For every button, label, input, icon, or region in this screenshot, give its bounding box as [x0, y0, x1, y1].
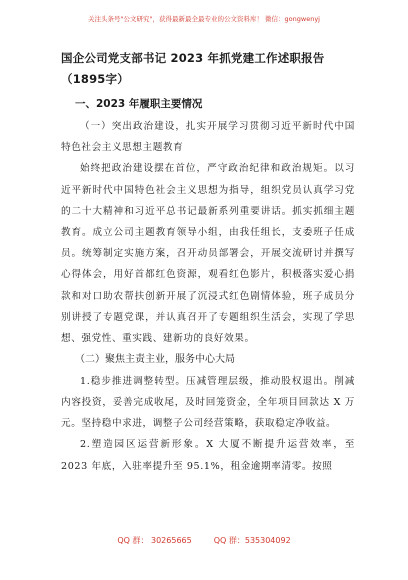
subsection-heading: （二）聚焦主责主业，服务中心大局 [75, 354, 235, 366]
body-paragraph: 始终把政治建设摆在首位，严守政治纪律和政治规矩。以习近平新时代中国特色社会主义思想为指导，组织党员认真学习党的二十大精神和习近平总书记最新系列重要讲话。抓实抓细主题教育。成立公司主题教育领导小组，由我任组长，支委班子任成员。统筹制定实施方案，召开动员部署会，开展交流研讨并撰写心得体会，用好首都红色资源，观看红色影片，积极落实爱心捐款和对口助农帮扶创新开展了沉浸式红色剧情体验，班子成员分别讲授了专题党课，并认真召开了专题组织生活会，实现了学思想、强党性、重实践、建新功的良好效果。 [61, 163, 355, 345]
section-heading: 一、2023 年履职主要情况 [75, 98, 203, 110]
subsection-heading: （一）突出政治建设，扎实开展学习贯彻习近平新时代中国特色社会主义思想主题教育 [61, 121, 355, 154]
document-title: 国企公司党支部书记 2023 年抓党建工作述职报告（1895字） [61, 51, 325, 86]
promo-banner: 关注头条号"公文研究"，获得最新最全最专业的公文资料库！ 微信：gongwenyj [88, 15, 320, 23]
qq-group-2: QQ 群：535304092 [213, 536, 291, 545]
body-paragraph: 1.稳步推进调整转型。压减管理层级，推动股权退出。削减内容投资，妥善完成收尾，及时回笼资金，全年项目回款达 X 万元。坚持稳中求进，调整子公司经营策略，获取稳定净收益。 [61, 375, 355, 430]
qq-group-1: QQ 群： 30265665 [117, 536, 192, 545]
qq-group-footer [0, 535, 408, 546]
document-page [61, 48, 355, 477]
body-paragraph: 2.塑造园区运营新形象。X 大厦不断提升运营效率，至 2023 年底，入驻率提升至 95.1%，租金逾期率清零。按照 [61, 439, 355, 472]
